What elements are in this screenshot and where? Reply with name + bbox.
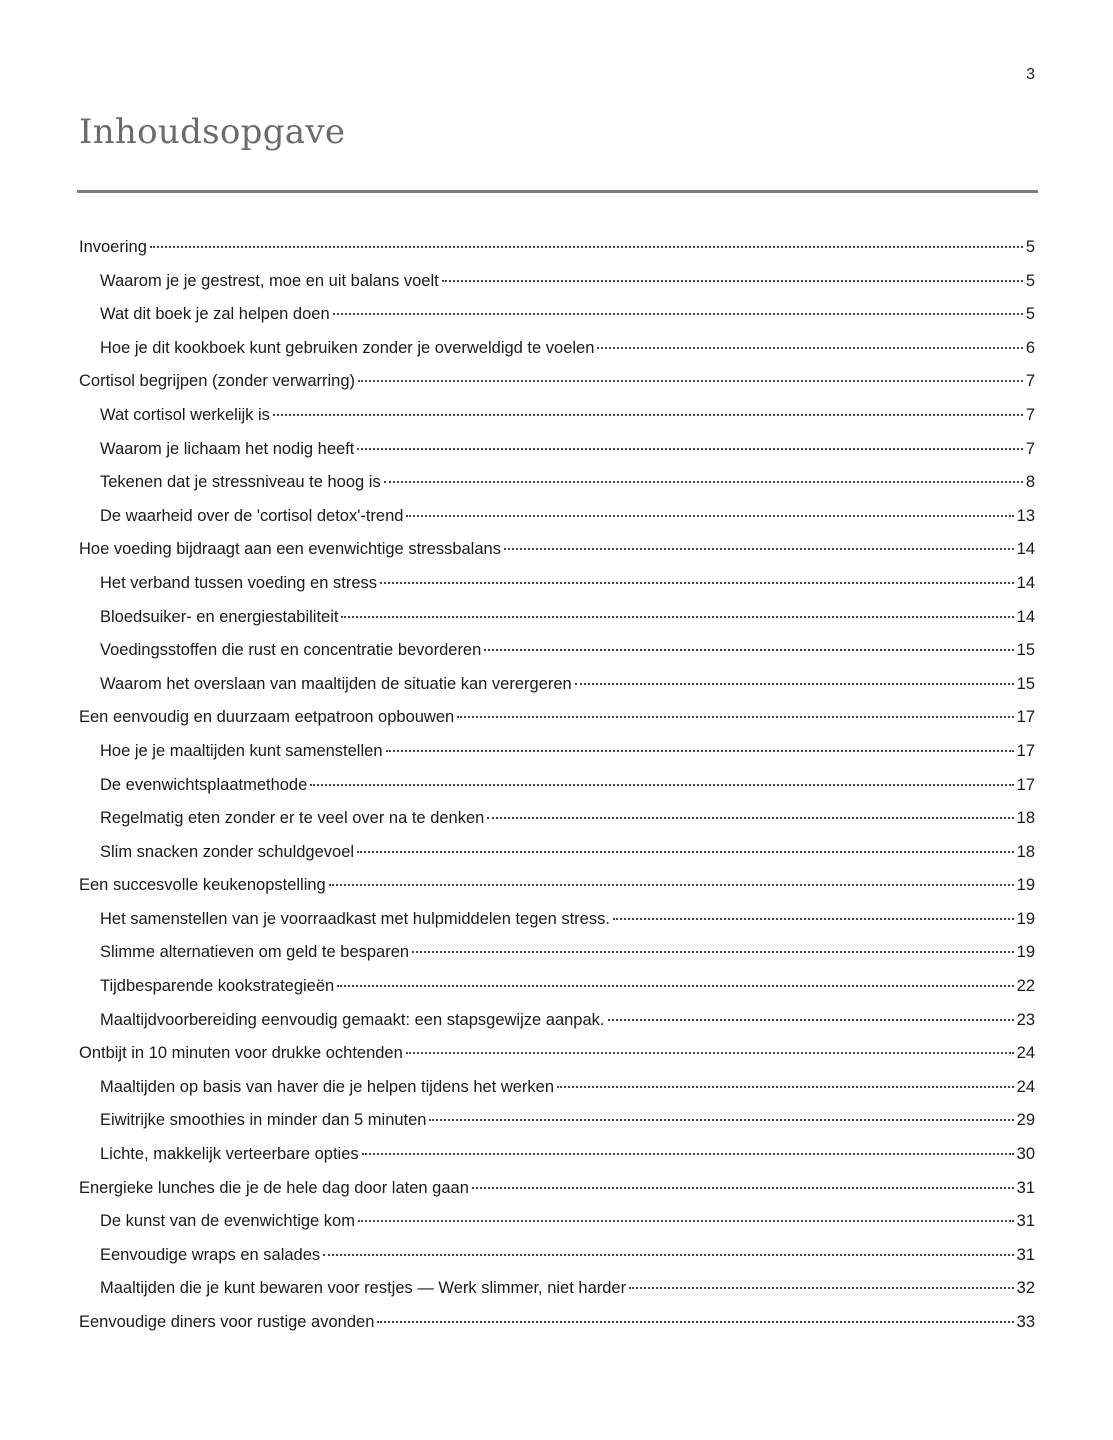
toc-section-entry[interactable]	[79, 332, 1035, 366]
toc-entry-page-number: 18	[1016, 809, 1035, 828]
toc-chapter-entry[interactable]	[79, 231, 1035, 265]
toc-entry-title: Hoe je dit kookboek kunt gebruiken zonder je overweldigd te voelen	[100, 338, 595, 357]
toc-entry-title: Tijdbesparende kookstrategieën	[100, 977, 335, 996]
toc-entry-page-number: 17	[1016, 775, 1035, 794]
toc-entry-page-number: 32	[1016, 1279, 1035, 1298]
toc-chapter-entry[interactable]	[79, 869, 1035, 903]
toc-entry-title: Waarom het overslaan van maaltijden de situatie kan verergeren	[100, 674, 572, 693]
toc-section-entry[interactable]	[79, 1138, 1035, 1172]
toc-entry-page-number: 19	[1016, 909, 1035, 928]
toc-entry-page-number: 24	[1016, 1077, 1035, 1096]
toc-entry-title: Bloedsuiker- en energiestabiliteit	[100, 607, 339, 626]
dot-leader	[608, 1019, 1014, 1021]
dot-leader	[412, 951, 1014, 953]
toc-entry-title: Waarom je je gestrest, moe en uit balans voelt	[100, 271, 439, 290]
toc-entry-title: Een succesvolle keukenopstelling	[79, 876, 326, 895]
toc-entry-page-number: 7	[1025, 372, 1035, 391]
toc-section-entry[interactable]	[79, 668, 1035, 702]
toc-chapter-entry[interactable]	[79, 1306, 1035, 1340]
toc-entry-page-number: 7	[1025, 439, 1035, 458]
toc-section-entry[interactable]	[79, 634, 1035, 668]
toc-entry-title: Slim snacken zonder schuldgevoel	[100, 842, 355, 861]
toc-section-entry[interactable]	[79, 399, 1035, 433]
toc-section-entry[interactable]	[79, 1104, 1035, 1138]
toc-entry-title: Eenvoudige diners voor rustige avonden	[79, 1313, 375, 1331]
toc-section-entry[interactable]	[79, 769, 1035, 803]
toc-entry-title: Cortisol begrijpen (zonder verwarring)	[79, 372, 356, 391]
toc-entry-title: Regelmatig eten zonder er te veel over na te denken	[100, 809, 485, 828]
toc-entry-title: Slimme alternatieven om geld te besparen	[100, 943, 410, 962]
dot-leader	[358, 1220, 1014, 1222]
toc-section-entry[interactable]	[79, 970, 1035, 1004]
toc-entry-page-number: 7	[1025, 405, 1035, 424]
toc-entry-title: Tekenen dat je stressniveau te hoog is	[100, 473, 381, 492]
toc-entry-title: Een eenvoudig en duurzaam eetpatroon opbouwen	[79, 708, 455, 727]
toc-entry-title: Maaltijdvoorbereiding eenvoudig gemaakt: een stapsgewijze aanpak.	[100, 1010, 605, 1029]
dot-leader	[442, 280, 1023, 282]
toc-entry-page-number: 8	[1025, 473, 1035, 492]
toc-section-entry[interactable]	[79, 298, 1035, 332]
toc-entry-title: Eiwitrijke smoothies in minder dan 5 minuten	[100, 1111, 427, 1130]
dot-leader	[487, 817, 1013, 819]
dot-leader	[504, 548, 1014, 550]
toc-entry-title: Wat cortisol werkelijk is	[100, 405, 270, 424]
toc-entry-page-number: 31	[1016, 1178, 1035, 1197]
toc-section-entry[interactable]	[79, 433, 1035, 467]
dot-leader	[341, 616, 1013, 618]
dot-leader	[613, 918, 1014, 920]
dot-leader	[358, 380, 1023, 382]
toc-section-entry[interactable]	[79, 1004, 1035, 1038]
toc-entry-page-number: 23	[1016, 1010, 1035, 1029]
toc-section-entry[interactable]	[79, 802, 1035, 836]
dot-leader	[557, 1086, 1014, 1088]
dot-leader	[357, 448, 1022, 450]
dot-leader	[429, 1119, 1013, 1121]
toc-chapter-entry[interactable]	[79, 533, 1035, 567]
toc-entry-title: Eenvoudige wraps en salades	[100, 1245, 321, 1264]
toc-section-entry[interactable]	[79, 1239, 1035, 1273]
toc-section-entry[interactable]	[79, 735, 1035, 769]
toc-chapter-entry[interactable]	[79, 365, 1035, 399]
toc-entry-title: Energieke lunches die je de hele dag door laten gaan	[79, 1178, 469, 1197]
toc-entry-title: Lichte, makkelijk verteerbare opties	[100, 1145, 359, 1164]
toc-entry-page-number: 22	[1016, 977, 1035, 996]
toc-section-entry[interactable]	[79, 601, 1035, 635]
dot-leader	[329, 884, 1014, 886]
toc-chapter-entry[interactable]	[79, 701, 1035, 735]
dot-leader	[406, 1052, 1014, 1054]
toc-entry-page-number: 5	[1025, 271, 1035, 290]
toc-section-entry[interactable]	[79, 500, 1035, 534]
dot-leader	[597, 347, 1022, 349]
toc-entry-title: Het samenstellen van je voorraadkast met hulpmiddelen tegen stress.	[100, 909, 610, 928]
dot-leader	[273, 414, 1023, 416]
toc-entry-page-number: 5	[1025, 238, 1035, 256]
dot-leader	[150, 246, 1023, 248]
dot-leader	[472, 1187, 1014, 1189]
toc-entry-page-number: 14	[1016, 540, 1035, 559]
toc-entry-title: Maaltijden op basis van haver die je helpen tijdens het werken	[100, 1077, 555, 1096]
toc-section-entry[interactable]	[79, 1071, 1035, 1105]
dot-leader	[310, 784, 1013, 786]
toc-entry-page-number: 14	[1016, 607, 1035, 626]
toc-entry-page-number: 13	[1016, 506, 1035, 525]
dot-leader	[457, 716, 1013, 718]
toc-entry-title: Hoe voeding bijdraagt aan een evenwichtige stressbalans	[79, 540, 501, 559]
dot-leader	[323, 1254, 1013, 1256]
toc-chapter-entry[interactable]	[79, 1172, 1035, 1206]
toc-section-entry[interactable]	[79, 1272, 1035, 1306]
toc-entry-page-number: 15	[1016, 674, 1035, 693]
dot-leader	[484, 649, 1013, 651]
toc-entry-page-number: 31	[1016, 1245, 1035, 1264]
page-title: Inhoudsopgave	[79, 112, 346, 152]
toc-section-entry[interactable]	[79, 1205, 1035, 1239]
toc-entry-title: Waarom je lichaam het nodig heeft	[100, 439, 355, 458]
toc-entry-page-number: 14	[1016, 573, 1035, 592]
toc-entry-page-number: 33	[1016, 1313, 1035, 1331]
dot-leader	[357, 851, 1014, 853]
toc-entry-title: Het verband tussen voeding en stress	[100, 573, 377, 592]
dot-leader	[377, 1321, 1013, 1323]
title-divider	[77, 190, 1038, 193]
toc-section-entry[interactable]	[79, 567, 1035, 601]
toc-entry-title: Maaltijden die je kunt bewaren voor restjes — Werk slimmer, niet harder	[100, 1279, 627, 1298]
dot-leader	[386, 750, 1014, 752]
table-of-contents	[79, 231, 1035, 1340]
dot-leader	[384, 481, 1023, 483]
toc-entry-title: Hoe je je maaltijden kunt samenstellen	[100, 741, 383, 760]
toc-section-entry[interactable]	[79, 936, 1035, 970]
toc-entry-title: De evenwichtsplaatmethode	[100, 775, 308, 794]
toc-section-entry[interactable]	[79, 466, 1035, 500]
toc-entry-page-number: 5	[1025, 305, 1035, 324]
toc-entry-page-number: 18	[1016, 842, 1035, 861]
dot-leader	[380, 582, 1014, 584]
dot-leader	[337, 985, 1013, 987]
toc-entry-title: Invoering	[79, 238, 147, 256]
dot-leader	[406, 515, 1013, 517]
dot-leader	[333, 313, 1023, 315]
toc-entry-title: De waarheid over de 'cortisol detox'-trend	[100, 506, 404, 525]
toc-section-entry[interactable]	[79, 265, 1035, 299]
toc-entry-page-number: 31	[1016, 1212, 1035, 1231]
toc-entry-page-number: 17	[1016, 708, 1035, 727]
toc-entry-page-number: 19	[1016, 943, 1035, 962]
dot-leader	[629, 1287, 1014, 1289]
toc-entry-page-number: 24	[1016, 1044, 1035, 1063]
toc-entry-page-number: 15	[1016, 641, 1035, 660]
toc-chapter-entry[interactable]	[79, 1037, 1035, 1071]
toc-entry-page-number: 30	[1016, 1145, 1035, 1164]
toc-entry-page-number: 29	[1016, 1111, 1035, 1130]
page-number: 3	[1026, 66, 1035, 83]
toc-entry-title: Ontbijt in 10 minuten voor drukke ochtenden	[79, 1044, 403, 1063]
toc-section-entry[interactable]	[79, 903, 1035, 937]
toc-entry-page-number: 6	[1025, 338, 1035, 357]
toc-entry-page-number: 19	[1016, 876, 1035, 895]
toc-entry-title: Voedingsstoffen die rust en concentratie bevorderen	[100, 641, 482, 660]
toc-entry-title: De kunst van de evenwichtige kom	[100, 1212, 355, 1231]
toc-entry-title: Wat dit boek je zal helpen doen	[100, 305, 330, 324]
toc-entry-page-number: 17	[1016, 741, 1035, 760]
dot-leader	[575, 683, 1014, 685]
toc-section-entry[interactable]	[79, 836, 1035, 870]
dot-leader	[362, 1153, 1014, 1155]
